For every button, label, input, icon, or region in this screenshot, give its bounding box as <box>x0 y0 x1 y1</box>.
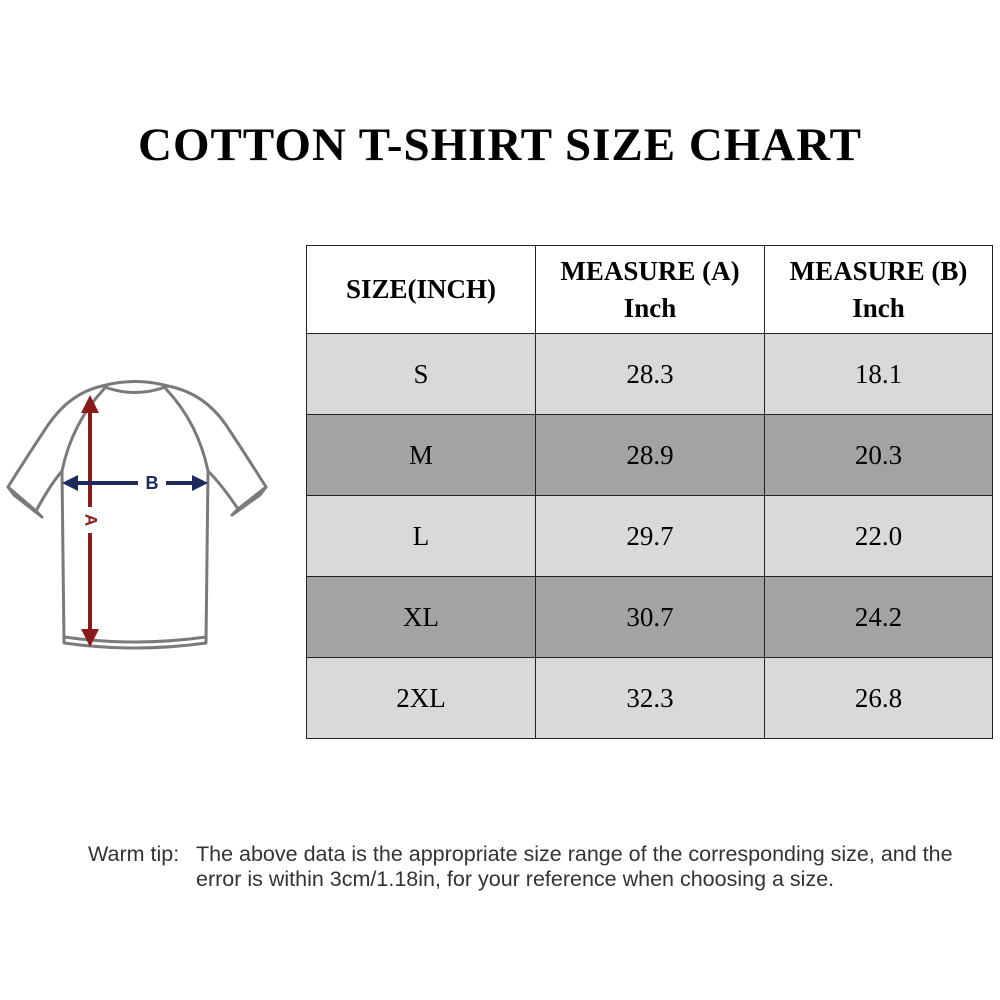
table-row <box>307 415 993 496</box>
warm-tip-label: Warm tip: <box>88 842 180 866</box>
tshirt-diagram <box>0 375 280 665</box>
table-row <box>307 577 993 658</box>
header-size: SIZE(INCH) <box>307 246 536 334</box>
cell-measure-b: 18.1 <box>765 334 993 415</box>
cell-measure-b: 22.0 <box>765 496 993 577</box>
header-measure-a: MEASURE (A) Inch <box>536 246 765 334</box>
arrow-b <box>62 472 208 493</box>
cell-measure-b: 26.8 <box>765 658 993 739</box>
shirt-hem <box>64 637 206 642</box>
arrow-a-label: A <box>81 513 101 527</box>
arrow-b-label: B <box>145 472 159 493</box>
warm-tip-text: The above data is the appropriate size range of the corresponding size, and the error is within 3cm/1.18in, for your reference when choosing a size. <box>196 842 953 891</box>
cell-measure-a: 32.3 <box>536 658 765 739</box>
cell-size: L <box>307 496 536 577</box>
table-header-row <box>307 246 993 334</box>
header-measure-b: MEASURE (B) Inch <box>765 246 993 334</box>
cell-measure-b: 20.3 <box>765 415 993 496</box>
cell-size: M <box>307 415 536 496</box>
sleeve-cuff-left <box>8 487 42 517</box>
table-row <box>307 496 993 577</box>
cell-size: S <box>307 334 536 415</box>
cell-size: XL <box>307 577 536 658</box>
size-table <box>306 245 993 739</box>
cell-measure-a: 28.3 <box>536 334 765 415</box>
table-row <box>307 658 993 739</box>
shirt-collar <box>102 382 168 393</box>
cell-measure-a: 29.7 <box>536 496 765 577</box>
shirt-outline <box>8 386 266 648</box>
cell-size: 2XL <box>307 658 536 739</box>
cell-measure-b: 24.2 <box>765 577 993 658</box>
cell-measure-a: 28.9 <box>536 415 765 496</box>
table-row <box>307 334 993 415</box>
page-title: COTTON T-SHIRT SIZE CHART <box>138 119 862 171</box>
cell-measure-a: 30.7 <box>536 577 765 658</box>
